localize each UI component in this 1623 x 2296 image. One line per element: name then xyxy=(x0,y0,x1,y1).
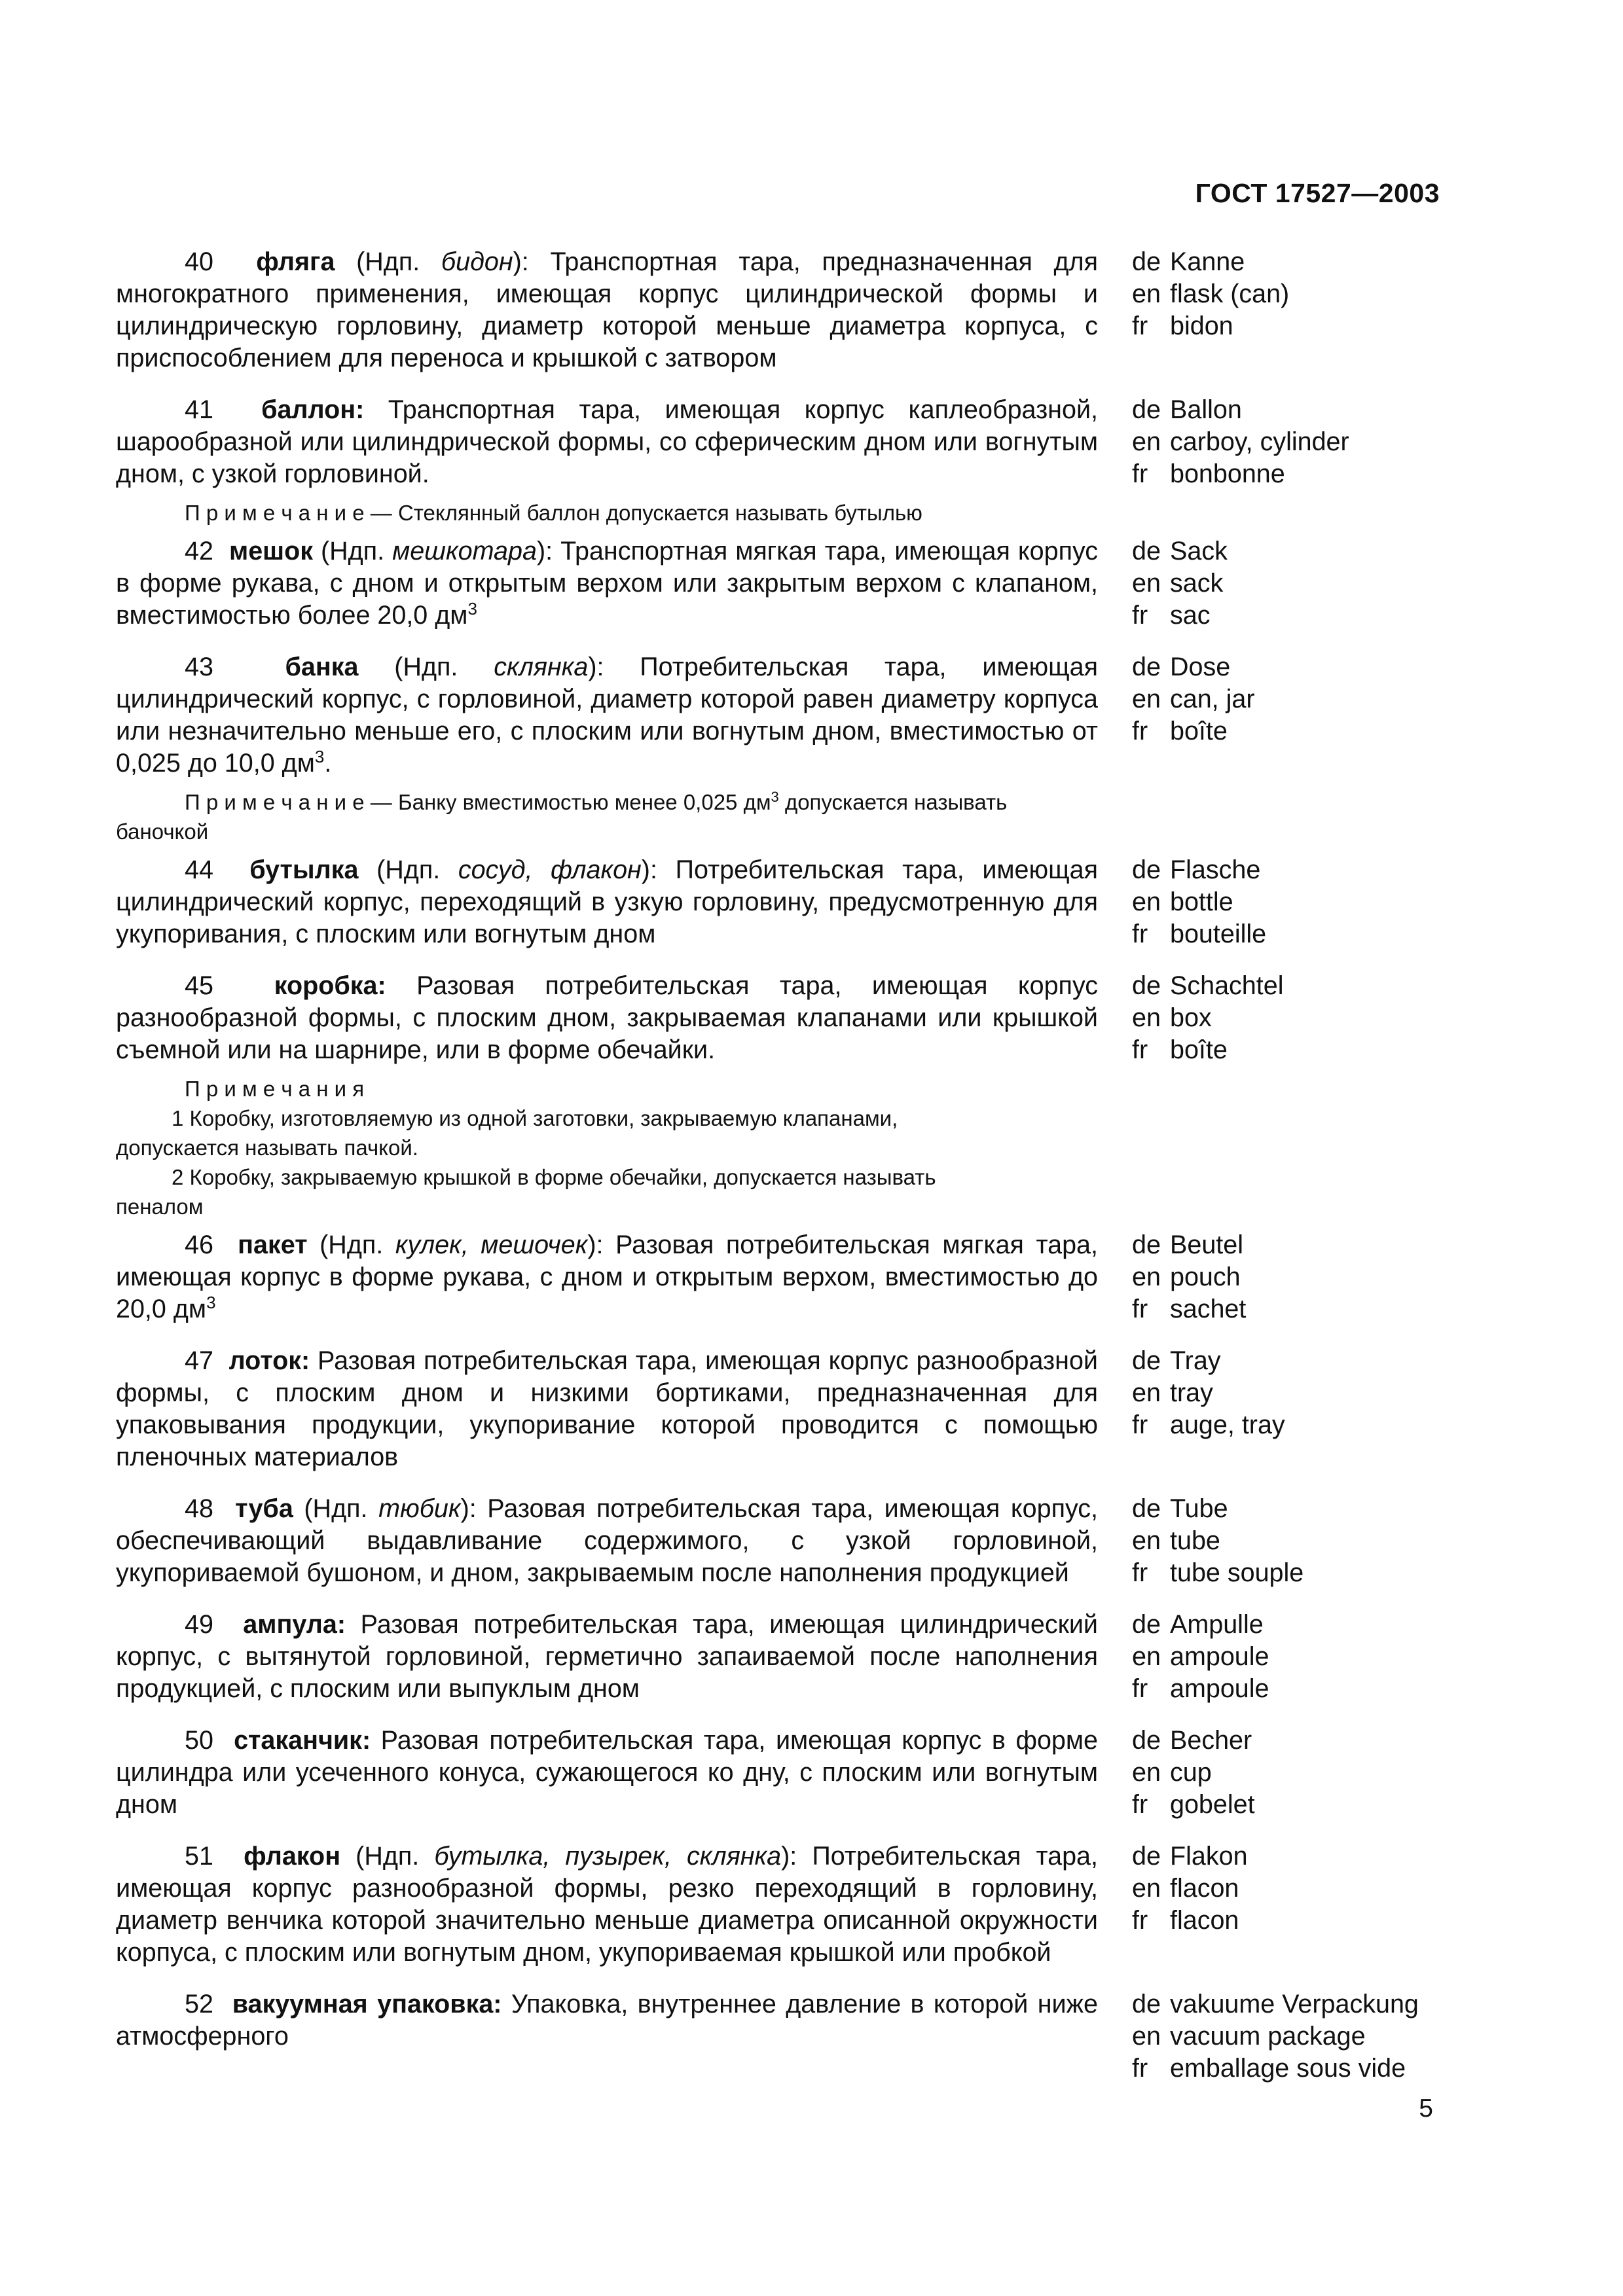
equivalent-en: bottle xyxy=(1170,888,1233,916)
equivalent-fr: bidon xyxy=(1170,312,1233,340)
term-definition xyxy=(116,1345,1098,1473)
equivalent-en: flask (can) xyxy=(1170,279,1290,308)
ndp-suffix: ): xyxy=(641,855,657,884)
lang-code-de: de xyxy=(1132,1726,1161,1755)
term-note-41 xyxy=(116,498,1019,528)
term-name: фляга xyxy=(256,247,335,276)
lang-code-fr: fr xyxy=(1132,1410,1148,1439)
foreign-equivalents xyxy=(1132,970,1283,1066)
term-number: 50 xyxy=(185,1726,213,1755)
foreign-equivalents xyxy=(1132,1725,1255,1821)
foreign-equivalents xyxy=(1132,1609,1269,1705)
equivalent-de: Flakon xyxy=(1170,1842,1248,1871)
ndp-suffix: ): xyxy=(513,247,529,276)
term-number: 41 xyxy=(185,395,213,424)
lang-code-en: en xyxy=(1132,569,1161,598)
lang-code-fr: fr xyxy=(1132,717,1148,745)
lang-code-en: en xyxy=(1132,1874,1161,1903)
lang-code-en: en xyxy=(1132,1378,1161,1407)
term-entry-46 xyxy=(116,1229,1445,1325)
definition-text: Потребительская тара, имеющая цилиндрический корпус, переходящий в узкую горловину, предусмотренную для укупоривания, с плоским или вогнутым дном xyxy=(116,855,1098,948)
equivalent-en: vacuum package xyxy=(1170,2022,1366,2051)
ndp-term: мешкотара xyxy=(392,537,537,565)
lang-code-en: en xyxy=(1132,2022,1161,2051)
equivalent-en: cup xyxy=(1170,1758,1212,1787)
term-name: баллон: xyxy=(261,395,365,424)
equivalent-en: sack xyxy=(1170,569,1224,598)
equivalent-fr: sachet xyxy=(1170,1295,1247,1323)
lang-code-de: de xyxy=(1132,855,1161,884)
ndp-term: сосуд, флакон xyxy=(458,855,642,884)
ndp-suffix: ): xyxy=(536,537,553,565)
equivalent-fr: boîte xyxy=(1170,717,1228,745)
foreign-equivalents xyxy=(1132,651,1255,780)
equivalent-en: tray xyxy=(1170,1378,1213,1407)
equivalent-de: Ampulle xyxy=(1170,1610,1264,1639)
lang-code-de: de xyxy=(1132,1842,1161,1871)
term-entry-48 xyxy=(116,1493,1445,1589)
foreign-equivalents xyxy=(1132,394,1349,490)
lang-code-en: en xyxy=(1132,427,1161,456)
term-entry-40 xyxy=(116,246,1445,374)
lang-code-de: de xyxy=(1132,971,1161,1000)
note-text: допускается называть баночкой xyxy=(116,790,1008,844)
definition-text: Транспортная мягкая тара, имеющая корпус в форме рукава, с дном и открытым верхом или закрытым верхом с клапаном, вместимостью более 20,0 дм xyxy=(116,537,1099,630)
ndp-suffix: ): xyxy=(460,1494,477,1523)
definition-text: Разовая потребительская тара, имеющая корпус разнообразной формы, с плоским дном и низкими бортиками, предназначенная для упаковывания продукции, укупоривание которой проводится с помощью пленочных материалов xyxy=(116,1346,1098,1471)
lang-code-en: en xyxy=(1132,1263,1161,1291)
foreign-equivalents xyxy=(1132,1345,1285,1473)
term-number: 43 xyxy=(185,653,213,681)
ndp-suffix: ): xyxy=(587,1230,604,1259)
lang-code-fr: fr xyxy=(1132,1558,1148,1587)
term-definition xyxy=(116,1840,1098,1969)
lang-code-en: en xyxy=(1132,279,1161,308)
note-line xyxy=(116,787,1019,846)
term-entry-41 xyxy=(116,394,1445,490)
term-definition xyxy=(116,1988,1098,2085)
equivalent-de: Dose xyxy=(1170,653,1231,681)
term-definition xyxy=(116,1725,1098,1821)
definition-text: Потребительская тара, имеющая цилиндрический корпус, с горловиной, диаметр которой равен диаметру корпуса или незначительно меньше его, с плоским или вогнутым дном, вместимостью от 0,025 до 10,0 дм xyxy=(116,653,1098,778)
superscript: 3 xyxy=(206,1292,216,1312)
ndp-term: бидон xyxy=(441,247,513,276)
ndp-term: бутылка, пузырек, склянка xyxy=(434,1842,782,1871)
definition-text: Транспортная тара, предназначенная для многократного применения, имеющая корпус цилиндрической формы и цилиндрическую горловину, диаметр которой меньше диаметра корпуса, с приспособлением для переноса и крышкой с затвором xyxy=(116,247,1099,372)
equivalent-fr: bouteille xyxy=(1170,920,1267,948)
foreign-equivalents xyxy=(1132,246,1289,374)
term-number: 46 xyxy=(185,1230,213,1259)
term-number: 45 xyxy=(185,971,213,1000)
term-entry-43 xyxy=(116,651,1445,780)
term-definition xyxy=(116,394,1098,490)
term-name: бутылка xyxy=(249,855,359,884)
term-number: 44 xyxy=(185,855,213,884)
equivalent-de: vakuume Verpackung xyxy=(1170,1990,1419,2018)
superscript: 3 xyxy=(467,598,477,619)
term-entry-44 xyxy=(116,854,1445,950)
term-name: туба xyxy=(235,1494,293,1523)
lang-code-de: de xyxy=(1132,1230,1161,1259)
definition-text: Разовая потребительская мягкая тара, имеющая корпус в форме рукава, с дном и открытым верхом, вместимостью до 20,0 дм xyxy=(116,1230,1098,1323)
term-name: банка xyxy=(285,653,359,681)
lang-code-fr: fr xyxy=(1132,459,1148,488)
foreign-equivalents xyxy=(1132,1840,1248,1969)
ndp-prefix: (Ндп. xyxy=(358,653,494,681)
ndp-suffix: ): xyxy=(781,1842,797,1871)
definition-text: Разовая потребительская тара, имеющая цилиндрический корпус, с вытянутой горловиной, герметично запаиваемой после наполнения продукцией, с плоским или выпуклым дном xyxy=(116,1610,1098,1703)
lang-code-de: de xyxy=(1132,247,1161,276)
equivalent-en: ampoule xyxy=(1170,1642,1269,1671)
term-number: 49 xyxy=(185,1610,213,1639)
foreign-equivalents xyxy=(1132,1229,1246,1325)
lang-code-de: de xyxy=(1132,653,1161,681)
document-header: ГОСТ 17527—2003 xyxy=(1195,178,1440,208)
equivalent-de: Tray xyxy=(1170,1346,1221,1375)
superscript: 3 xyxy=(771,789,779,805)
equivalent-en: carboy, cylinder xyxy=(1170,427,1349,456)
lang-code-en: en xyxy=(1132,1758,1161,1787)
equivalent-de: Beutel xyxy=(1170,1230,1244,1259)
lang-code-en: en xyxy=(1132,685,1161,713)
ndp-prefix: (Ндп. xyxy=(340,1842,435,1871)
foreign-equivalents xyxy=(1132,1493,1304,1589)
lang-code-de: de xyxy=(1132,1346,1161,1375)
lang-code-de: de xyxy=(1132,537,1161,565)
term-entry-47 xyxy=(116,1345,1445,1473)
note-label: П р и м е ч а н и е xyxy=(185,790,365,814)
equivalent-de: Kanne xyxy=(1170,247,1245,276)
note-text: — Банку вместимостью менее 0,025 дм xyxy=(370,790,771,814)
term-name: стаканчик: xyxy=(234,1726,371,1755)
superscript: 3 xyxy=(314,746,325,766)
equivalent-fr: tube souple xyxy=(1170,1558,1304,1587)
term-definition xyxy=(116,1609,1098,1705)
lang-code-de: de xyxy=(1132,1990,1161,2018)
ndp-term: кулек, мешочек xyxy=(395,1230,588,1259)
equivalent-de: Ballon xyxy=(1170,395,1242,424)
equivalent-fr: emballage sous vide xyxy=(1170,2054,1406,2083)
equivalent-de: Flasche xyxy=(1170,855,1261,884)
equivalent-de: Becher xyxy=(1170,1726,1252,1755)
equivalent-fr: sac xyxy=(1170,601,1211,630)
notes-label: П р и м е ч а н и я xyxy=(185,1077,365,1101)
term-name: лоток: xyxy=(228,1346,310,1375)
equivalent-en: can, jar xyxy=(1170,685,1255,713)
lang-code-de: de xyxy=(1132,1610,1161,1639)
equivalent-fr: boîte xyxy=(1170,1035,1228,1064)
term-note-43 xyxy=(116,787,1019,846)
definition-text: Упаковка, внутреннее давление в которой ниже атмосферного xyxy=(116,1990,1099,2051)
term-number: 52 xyxy=(185,1990,213,2018)
note-label: П р и м е ч а н и е xyxy=(185,501,365,525)
lang-code-en: en xyxy=(1132,888,1161,916)
ndp-prefix: (Ндп. xyxy=(358,855,458,884)
term-definition xyxy=(116,854,1098,950)
ndp-term: тюбик xyxy=(378,1494,461,1523)
term-definition xyxy=(116,970,1098,1066)
note-item: 2 Коробку, закрываемую крышкой в форме обечайки, допускается называть пеналом xyxy=(116,1165,936,1219)
ndp-prefix: (Ндп. xyxy=(335,247,441,276)
term-number: 42 xyxy=(185,537,213,565)
lang-code-en: en xyxy=(1132,1003,1161,1032)
note-line xyxy=(116,498,1019,528)
foreign-equivalents xyxy=(1132,854,1266,950)
term-number: 51 xyxy=(185,1842,213,1871)
lang-code-fr: fr xyxy=(1132,1674,1148,1703)
term-name: коробка: xyxy=(274,971,386,1000)
definition-text: Разовая потребительская тара, имеющая корпус, обеспечивающий выдавливание содержимого, с узкой горловиной, укупориваемой бушоном, и дном, закрываемым после наполнения продукцией xyxy=(116,1494,1099,1587)
equivalent-fr: auge, tray xyxy=(1170,1410,1285,1439)
lang-code-en: en xyxy=(1132,1526,1161,1555)
definition-text: Потребительская тара, имеющая корпус разнообразной формы, резко переходящий в горловину, диаметр венчика которой значительно меньше диаметра описанной окружности корпуса, с плоским или вогнутым дном, укупориваемая крышкой или пробкой xyxy=(116,1842,1098,1967)
equivalent-de: Schachtel xyxy=(1170,971,1284,1000)
lang-code-fr: fr xyxy=(1132,920,1148,948)
ndp-term: склянка xyxy=(494,653,589,681)
term-number: 40 xyxy=(185,247,213,276)
equivalent-en: box xyxy=(1170,1003,1212,1032)
equivalent-en: tube xyxy=(1170,1526,1220,1555)
lang-code-fr: fr xyxy=(1132,1035,1148,1064)
lang-code-fr: fr xyxy=(1132,1790,1148,1819)
equivalent-de: Sack xyxy=(1170,537,1228,565)
term-name: флакон xyxy=(244,1842,341,1871)
equivalent-en: pouch xyxy=(1170,1263,1241,1291)
term-name: вакуумная упаковка: xyxy=(232,1990,502,2018)
definition-end: . xyxy=(324,749,332,778)
lang-code-fr: fr xyxy=(1132,2054,1148,2083)
lang-code-fr: fr xyxy=(1132,1295,1148,1323)
ndp-prefix: (Ндп. xyxy=(307,1230,395,1259)
equivalent-en: flacon xyxy=(1170,1874,1239,1903)
term-definition xyxy=(116,535,1098,632)
term-entry-52 xyxy=(116,1988,1445,2085)
term-entry-49 xyxy=(116,1609,1445,1705)
term-entry-50 xyxy=(116,1725,1445,1821)
definition-text: Разовая потребительская тара, имеющая корпус разнообразной формы, с плоским дном, закрываемая клапанами или крышкой съемной или на шарнире, или в форме обечайки. xyxy=(116,971,1098,1064)
foreign-equivalents xyxy=(1132,1988,1419,2085)
term-list xyxy=(116,246,1445,2104)
definition-text: Разовая потребительская тара, имеющая корпус в форме цилиндра или усеченного конуса, сужающегося ко дну, с плоским или вогнутым дном xyxy=(116,1726,1098,1819)
ndp-prefix: (Ндп. xyxy=(293,1494,379,1523)
term-number: 47 xyxy=(185,1346,213,1375)
note-item: 1 Коробку, изготовляемую из одной заготовки, закрываемую клапанами, допускается называть пачкой. xyxy=(116,1106,898,1160)
lang-code-en: en xyxy=(1132,1642,1161,1671)
term-entry-42 xyxy=(116,535,1445,632)
term-name: мешок xyxy=(228,537,313,565)
equivalent-fr: bonbonne xyxy=(1170,459,1285,488)
equivalent-fr: gobelet xyxy=(1170,1790,1255,1819)
ndp-suffix: ): xyxy=(588,653,604,681)
definition-text: Транспортная тара, имеющая корпус каплеобразной, шарообразной или цилиндрической формы, со сферическим дном или вогнутым дном, с узкой горловиной. xyxy=(116,395,1099,488)
page-number: 5 xyxy=(1419,2094,1433,2123)
term-name: ампула: xyxy=(243,1610,346,1639)
lang-code-de: de xyxy=(1132,395,1161,424)
equivalent-fr: ampoule xyxy=(1170,1674,1269,1703)
term-notes-45 xyxy=(116,1074,1019,1221)
term-definition xyxy=(116,1493,1098,1589)
equivalent-de: Tube xyxy=(1170,1494,1228,1523)
lang-code-fr: fr xyxy=(1132,312,1148,340)
equivalent-fr: flacon xyxy=(1170,1906,1239,1935)
term-definition xyxy=(116,1229,1098,1325)
term-entry-45 xyxy=(116,970,1445,1066)
term-definition xyxy=(116,246,1098,374)
note-text: — Стеклянный баллон допускается называть бутылью xyxy=(370,501,922,525)
foreign-equivalents xyxy=(1132,535,1228,632)
term-definition xyxy=(116,651,1098,780)
term-name: пакет xyxy=(238,1230,308,1259)
term-number: 48 xyxy=(185,1494,213,1523)
term-entry-51 xyxy=(116,1840,1445,1969)
lang-code-fr: fr xyxy=(1132,1906,1148,1935)
lang-code-fr: fr xyxy=(1132,601,1148,630)
lang-code-de: de xyxy=(1132,1494,1161,1523)
ndp-prefix: (Ндп. xyxy=(312,537,393,565)
